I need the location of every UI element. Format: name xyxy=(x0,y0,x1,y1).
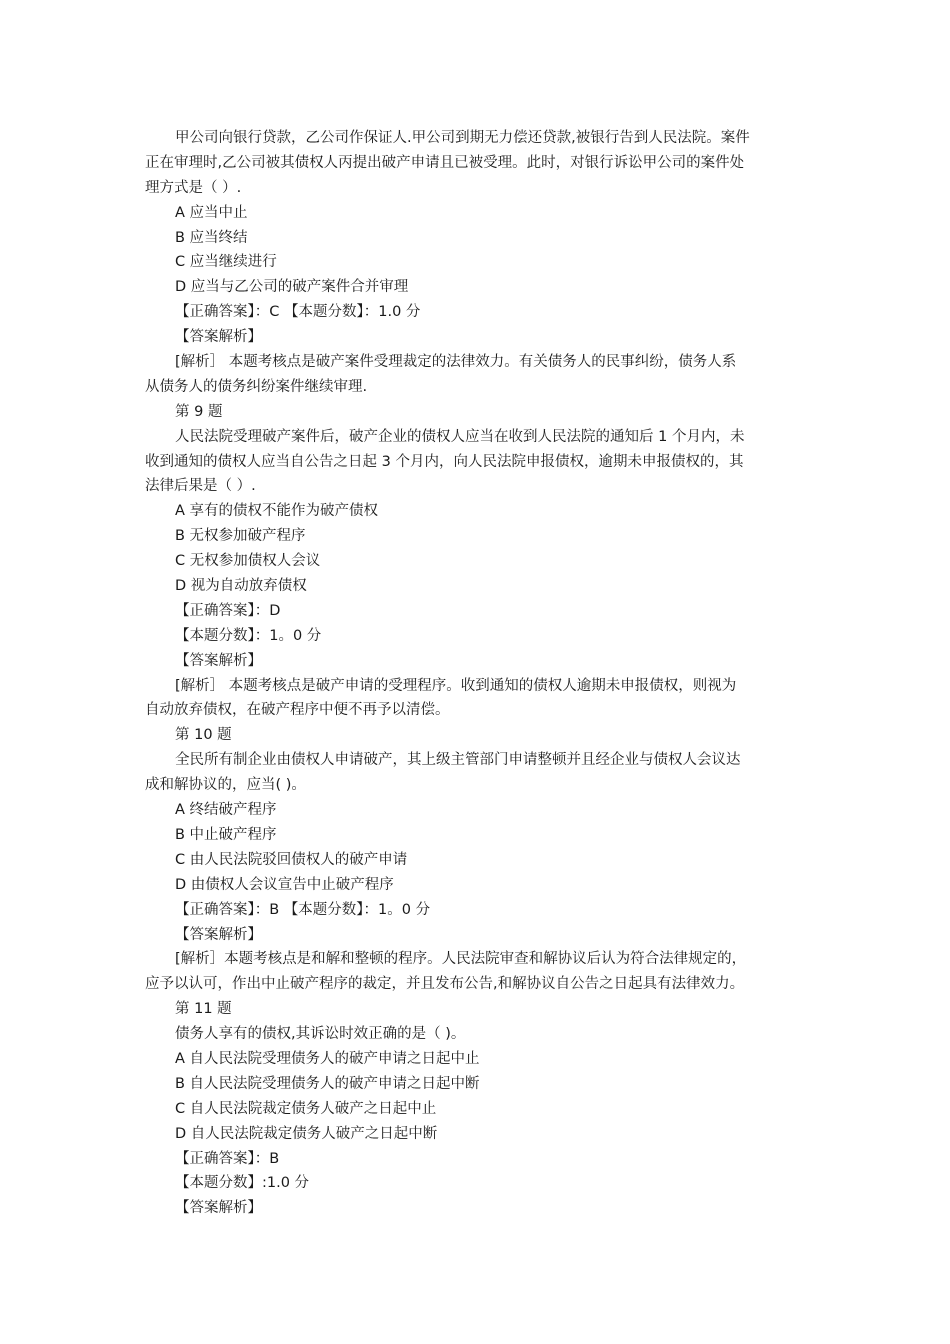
text-line: 【正确答案】：B 【本题分数】：1。0 分 xyxy=(175,901,431,918)
document-body xyxy=(145,126,807,1221)
text-line: 收到通知的债权人应当自公告之日起 3 个月内，向人民法院申报债权，逾期未申报债权的，其 xyxy=(145,453,744,470)
text-line: [解析］本题考核点是和解和整顿的程序。人民法院审查和解协议后认为符合法律规定的， xyxy=(175,951,747,968)
text-line: 从债务人的债务纠纷案件继续审理. xyxy=(145,378,368,395)
text-line: 第 10 题 xyxy=(175,727,232,744)
text-line: A 终结破产程序 xyxy=(175,802,277,819)
text-line: B 应当终结 xyxy=(175,229,248,246)
text-line: 第 11 题 xyxy=(175,1001,232,1018)
text-line: 【正确答案】：D xyxy=(175,602,281,619)
text-line: 【答案解析】 xyxy=(175,926,262,943)
text-line: D 视为自动放弃债权 xyxy=(175,578,307,595)
text-line: B 无权参加破产程序 xyxy=(175,528,306,545)
text-line: 法律后果是（ ）. xyxy=(145,478,256,495)
text-line: 债务人享有的债权,其诉讼时效正确的是（ )。 xyxy=(175,1026,466,1043)
text-line: 【答案解析】 xyxy=(175,652,262,669)
text-line: 【答案解析】 xyxy=(175,329,262,346)
text-line: C 无权参加债权人会议 xyxy=(175,553,321,570)
text-line: D 由债权人会议宣告中止破产程序 xyxy=(175,876,394,893)
text-line: 自动放弃债权，在破产程序中便不再予以清偿。 xyxy=(145,702,450,719)
text-line: A 享有的债权不能作为破产债权 xyxy=(175,503,379,520)
text-line: A 自人民法院受理债务人的破产申请之日起中止 xyxy=(175,1050,480,1067)
text-line: D 自人民法院裁定债务人破产之日起中断 xyxy=(175,1125,438,1142)
text-line: 人民法院受理破产案件后，破产企业的债权人应当在收到人民法院的通知后 1 个月内，未 xyxy=(175,428,745,445)
text-line: 甲公司向银行贷款，乙公司作保证人.甲公司到期无力偿还贷款,被银行告到人民法院。案件 xyxy=(175,130,750,146)
text-line: [解析］ 本题考核点是破产申请的受理程序。收到通知的债权人逾期未申报债权，则视为 xyxy=(175,677,737,694)
text-line: C 由人民法院驳回债权人的破产申请 xyxy=(175,851,408,868)
text-line: 【本题分数】：1。0 分 xyxy=(175,627,322,644)
text-line: 应予以认可，作出中止破产程序的裁定，并且发布公告,和解协议自公告之日起具有法律效力。 xyxy=(145,976,745,993)
text-line: 【答案解析】 xyxy=(175,1200,262,1217)
text-line: 理方式是（ ）. xyxy=(145,179,242,196)
text-line: 正在审理时,乙公司被其债权人丙提出破产申请且已被受理。此时，对银行诉讼甲公司的案件处 xyxy=(145,154,745,171)
text-line: C 自人民法院裁定债务人破产之日起中止 xyxy=(175,1100,437,1117)
text-line: 【正确答案】：C 【本题分数】：1.0 分 xyxy=(175,304,421,321)
text-line: C 应当继续进行 xyxy=(175,254,277,271)
text-line: B 中止破产程序 xyxy=(175,826,277,843)
text-line: 【本题分数】:1.0 分 xyxy=(175,1175,310,1192)
text-line: B 自人民法院受理债务人的破产申请之日起中断 xyxy=(175,1075,480,1092)
text-line: A 应当中止 xyxy=(175,204,248,221)
text-line: 第 9 题 xyxy=(175,403,223,420)
text-line: 【正确答案】：B xyxy=(175,1150,280,1167)
text-line: 成和解协议的，应当( )。 xyxy=(145,777,306,794)
text-line: [解析］ 本题考核点是破产案件受理裁定的法律效力。有关债务人的民事纠纷，债务人系 xyxy=(175,354,737,371)
text-line: D 应当与乙公司的破产案件合并审理 xyxy=(175,279,409,296)
text-line: 全民所有制企业由债权人申请破产，其上级主管部门申请整顿并且经企业与债权人会议达 xyxy=(175,752,741,769)
